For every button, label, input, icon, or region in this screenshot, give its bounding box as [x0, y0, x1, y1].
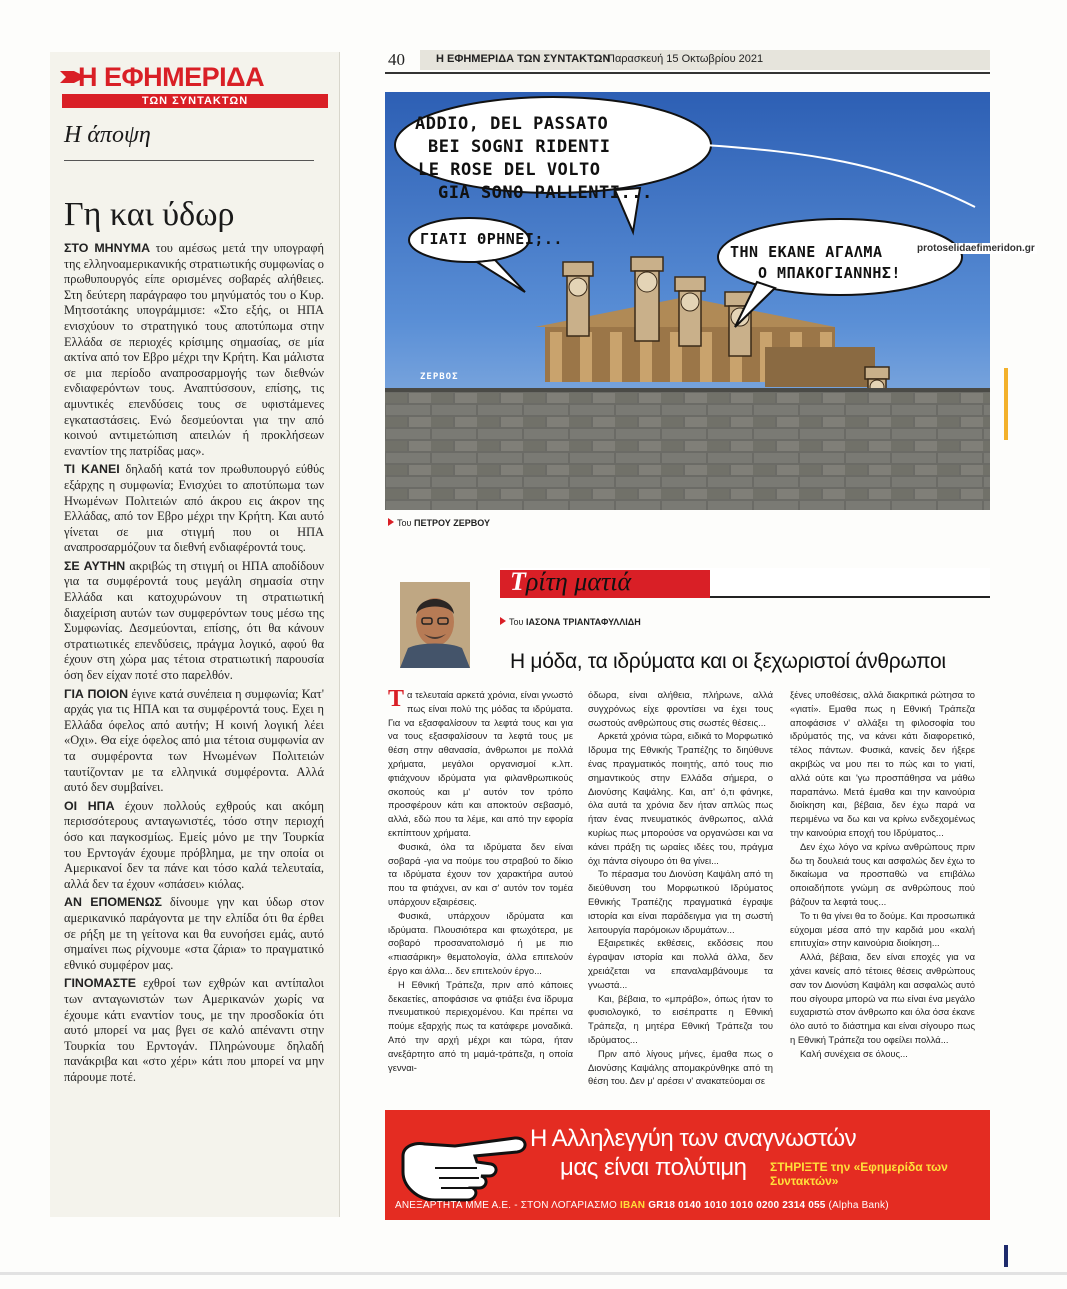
paragraph-text: α τελευταία αρκετά χρόνια, είναι γνωστό πως είναι πολύ της μόδας τα ιδρύματα. Για να εξασφαλίσουν τα λεφτά τους και για να τους εξασφαλίσουν τα λεφτά τους με θέση στην αθανασία, άνθρωποι με πολλά χρήματα, μεγάλοι οργανισμοί κ.λπ. φτιάχνουν ιδρύματα για φιλανθρωπικούς σκοπούς και μ' αυτόν τον τρόπο προσφέρουν κάτι και αποκτούν σεβασμό, αλλά, εδώ που τα λέμε, και από την εφορία εκπίπτουν χρήματα. — [388, 689, 573, 838]
header-date: Παρασκευή 15 Οκτωβρίου 2021 — [607, 53, 764, 65]
editorial-paragraph — [64, 799, 324, 893]
side-color-mark — [1004, 1245, 1008, 1267]
article-dropcap: Τ — [388, 686, 405, 712]
bubble-right-line: Ο ΜΠΑΚΟΓΙΑΝΝΗΣ! — [758, 264, 901, 282]
article-paragraph: Καλή συνέχεια σε όλους... — [800, 1047, 908, 1059]
article-title: Η μόδα, τα ιδρύματα και οι ξεχωριστοί άνθρωποι — [510, 650, 946, 673]
article-paragraph: Δεν έχω λόγο να κρίνω ανθρώπους πριν δω τη δουλειά τους και ασφαλώς δεν έχω το δικαίωμα να προσπαθώ να επιβάλω οποιαδήποτε γνώμη σε ανθρώπους πού βάζουν τα λεφτά τους... — [790, 840, 975, 907]
bubble-right-line: ΤΗΝ ΕΚΑΝΕ ΑΓΑΛΜΑ — [730, 243, 883, 261]
paragraph-text: ακριβώς τη στιγμή οι ΗΠΑ αποδίδουν για τα συμφέροντά τους μεγάλη σημασία στην Ελλάδα και κατοχυρώνουν τη στρατιωτική διαχείριση αυτών των συμφερόντων τους μέσω της Συμφωνίας. Δεσμεύονται, επίσης, ότι θα κάνουν στρατιωτικές επενδύσεις, πράγμα λογικό, αφού θα έχουν στη χώρα μας τέτοια στρατιωτική παρουσία όση δεν είχαν ποτέ στο παρελθόν. — [64, 558, 324, 683]
bubble-left-text: ΓΙΑΤΙ ΘΡΗΝΕΙ;.. — [420, 230, 563, 248]
editorial-paragraph — [64, 462, 324, 556]
paragraph-lead: ΑΝ ΕΠΟΜΕΝΩΣ — [64, 895, 162, 910]
article-column-3 — [790, 688, 975, 1061]
article-paragraph: Και, βέβαια, το «μπράβο», όπως ήταν το φυσιολογικό, το εισέπραττε η Εθνική Τράπεζα, η μητέρα Εθνική Τράπεζα του ιδρύματος... — [588, 992, 773, 1045]
bubble-top-line: BEI SOGNI RIDENTI — [428, 137, 611, 157]
editorial-paragraph — [64, 559, 324, 684]
masthead-subtitle: ΤΩΝ ΣΥΝΤΑΚΤΩΝ — [62, 94, 328, 108]
editorial-paragraph — [64, 241, 324, 459]
paragraph-text: δηλαδή κατά τον πρωθυπουργό εύθύς εξάρχης η συμφωνία; Ενισχύει το αποτύπωμα των Ηνωμένων Πολιτειών από άκρου εις άκρον της Ελλάδας, από τον Εβρο μέχρι την Κρήτη. Και αυτό γίνεται σε μια στιγμή που οι ΗΠΑ αναπροσαρμόζουν τα διεθνή ενδιαφέροντά τους. — [64, 462, 324, 555]
ad-iban-label: IBAN — [619, 1200, 646, 1211]
article-paragraph: ξένες υποθέσεις, αλλά διακριτικά ρώτησα το «γιατί». Εμαθα πως η Εθνική Τράπεζα αποφάσισε ν' αλλάξει τη φιλοσοφία του ιδρύματός της, να κάνει κάτι διαφορετικό, τέλος πάντων. Φυσικά, κανείς δεν ήξερε ακριβώς να μου πει το πώς και το γιατί, αλλά ούτε και 'γω προσπάθησα να μάθω παραπάνω. Μετά έμαθα και την καινούρια διοίκηση και, βέβαια, δεν έχω παρά να περιμένω να δω και να κρίνω ενδεχομένως την καινούρια εποχή του Ιδρύματος... — [790, 689, 975, 838]
author-prefix: Του — [509, 617, 524, 627]
ad-account-label: ΑΝΕΞΑΡΤΗΤΑ ΜΜΕ Α.Ε. - ΣΤΟΝ ΛΟΓΑΡΙΑΣΜΟ — [395, 1200, 617, 1211]
watermark-text: protoselidaefimeridon.gr — [917, 243, 1035, 254]
column-title-initial: Τ — [510, 567, 526, 596]
column-title-rest: ρίτη ματιά — [525, 567, 632, 596]
cartoon-signature: ΖΕΡΒΟΣ — [420, 372, 459, 382]
article-paragraph: Αρκετά χρόνια τώρα, ειδικά το Μορφωτικό Ιδρυμα της Εθνικής Τραπέζης το διηύθυνε ένας πραγματικός ποιητής, από τους πιο σημαντικούς στην Ελλάδα σήμερα, ο Διονύσης Καψάλης. Και, απ' ό,τι φάνηκε, όλα αυτά τα χρόνια δεν ήταν απλώς πως ήταν ένας πνευματικός άνθρωπος, αλλά κυρίως πως μπορούσε να οργανώσει και να κάνει πράξη τις ωραίες ιδέες του, πράγμα όχι πάντα σίγουρο ότι θα γίνει... — [588, 730, 773, 866]
masthead-title: Η ΕΦΗΜΕΡΙΔΑ — [78, 62, 265, 92]
editorial-body — [64, 241, 324, 1088]
paragraph-lead: ΤΙ ΚΑΝΕΙ — [64, 462, 120, 477]
bubble-top-line: ADDIO, DEL PASSATO — [415, 114, 609, 134]
cartoon-credit — [388, 518, 490, 528]
paragraph-text: έχουν πολλούς εχθρούς και ακόμη περισσότερους ανταγωνιστές, τόσο στην περιοχή όσο και παγκοσμίως. Εμείς μόνο με την Τουρκία του Ερντογάν έχουμε πρόβλημα, με την οποία οι Αμερικανοί δεν τα πάνε και τόσο καλά τελευταία, αλλά δεν τα έχουν «σπάσει» κιόλας. — [64, 798, 325, 891]
header-paper-name: Η ΕΦΗΜΕΡΙΔΑ ΤΩΝ ΣΥΝΤΑΚΤΩΝ — [436, 53, 611, 65]
article-paragraph: Πριν από λίγους μήνες, έμαθα πως ο Διονύσης Καψάλης απομακρύνθηκε από τη θέση του. Δεν μ' αρέσει ν' ανακατεύομαι σε — [588, 1047, 773, 1087]
article-paragraph: Φυσικά, όλα τα ιδρύματα δεν είναι σοβαρά -για να πούμε του στραβού το δίκιο τα ιδρύματα έχουν τον χαρακτήρα αυτού που τα φτιάχνει, αν και σ' αυτόν τον τομέα υπάρχουν εξαιρέσεις. — [388, 840, 573, 907]
paragraph-text: έγινε κατά συνέπεια η συμφωνία; Κατ' αρχάς για τις ΗΠΑ και τα συμφέροντά τους. Εχει η Ελλάδα όφελος από αυτήν; Η κοινή λογική λέει «Οχι». Θα είχε όφελος από μια τέτοια συμφωνία αν τα συμφέροντα των Ηνωμένων Πολιτειών ταυτίζονταν με τα ελληνικά συμφέροντα. Αλλά αυτό δεν συμβαίνει. — [64, 686, 324, 795]
article-paragraph: Φυσικά, υπάρχουν ιδρύματα και ιδρύματα. Πλουσιότερα και φτωχότερα, με σοβαρό προσανατολισμό ή με πιο «πιασάρικη» θεματολογία, άλλα επιτελούν έργο και άλλα... δεν επιτελούν έργο... — [388, 909, 573, 976]
header-rule — [385, 72, 990, 74]
section-label: Η άποψη — [64, 122, 151, 148]
editorial-paragraph — [64, 687, 324, 796]
paragraph-lead: ΟΙ ΗΠΑ — [64, 798, 115, 813]
credit-arrow-icon — [388, 518, 394, 526]
paragraph-lead: ΓΙΑ ΠΟΙΟΝ — [64, 686, 129, 701]
masthead — [60, 62, 330, 110]
article-paragraph — [388, 688, 573, 840]
article-paragraph: όδωρα, είναι αλήθεια, πλήρωνε, αλλά συγχρόνως είχε φροντίσει να έχει τους σωστούς ανθρώπους στις σωστές θέσεις... — [588, 689, 773, 728]
credit-name: ΠΕΤΡΟΥ ΖΕΡΒΟΥ — [413, 518, 490, 528]
side-color-mark — [1004, 368, 1008, 440]
ad-iban-number: GR18 0140 1010 1010 0200 2314 055 — [648, 1200, 826, 1211]
credit-prefix: Του — [397, 518, 412, 528]
article-column-1 — [388, 688, 573, 1074]
paragraph-text: του αμέσως μετά την υπογραφή της ελληνοαμερικανικής στρατιωτικής συμφωνίας ο πρωθυπουργός είπε ορισμένες σοβαρές αλήθειες. Στη δεύτερη παράγραφο του μηνύματός του ο Κυρ. Μητσοτάκης υπογράμμισε: «Στο εξής, οι ΗΠΑ ενισχύουν το στρατηγικό τους αποτύπωμα στην Ελλάδα σε περιοχές κρίσιμης σημασίας, σε μία ακτίνα από τον Εβρο μέχρι την Κρήτη. Και μάλιστα σε μια περίοδο αναπροσαρμογής των διεθνών ενδιαφερόντων τους. Αναπτύσσουν, επίσης, τις αμυντικές επενδύσεις τους σε υφιστάμενες εγκαταστάσεις. Ενώ δεσμεύονται για την από κοινού αντιμετώπιση απειλών ή προκλήσεων εναντίον της πατρίδας μας». — [64, 241, 324, 458]
article-paragraph: Το τι θα γίνει θα το δούμε. Και προσωπικά εύχομαι μέσα από την καρδιά μου «καλή επιτυχία» στην καινούρια διοίκηση... — [790, 909, 975, 949]
article-paragraph: Αλλά, βέβαια, δεν είναι εποχές για να χάνει κανείς από τέτοιες θέσεις ανθρώπους σαν τον Διονύση Καψάλη και ασφαλώς αυτό που σίγουρα μπορώ να πω είναι ένα μεγάλο ευχαριστώ στον άνθρωπο και όλα όσα έκανε όλο αυτό το διάστημα και είναι σίγουρο πως η Εθνική Τράπεζα του οφείλει πολλά... — [790, 951, 975, 1045]
article-paragraph: Η Εθνική Τράπεζα, πριν από κάποιες δεκαετίες, αποφάσισε να φτιάξει ένα ίδρυμα πνευματικού περιεχομένου. Και πρέπει να πούμε εξαρχής πως τα κατάφερε μοναδικά. Από την αρχή μέχρι και τώρα, ήταν ανεξάρτητο από τη μαμά-τράπεζα, η οποία γενναι- — [388, 978, 573, 1073]
editorial-paragraph — [64, 895, 324, 973]
column-author — [500, 617, 641, 627]
paragraph-lead: ΣΤΟ ΜΗΝΥΜΑ — [64, 241, 151, 255]
paragraph-lead: ΓΙΝΟΜΑΣΤΕ — [64, 976, 137, 991]
ad-bank-name: (Alpha Bank) — [828, 1200, 889, 1211]
pointing-hand-icon — [395, 1116, 535, 1206]
author-arrow-icon — [500, 617, 506, 625]
section-divider — [64, 160, 314, 161]
paragraph-text: δίνουμε γην και ύδωρ στον αμερικανικό παράγοντα με την ελπίδα ότι θα έρθει σε ρήξη με τη γείτονα και θα ευνοήσει εμάς, αυτό σημαίνει πως ρίχνουμε «στα ζάρια» το πραγματικό εθνικό συμφέρον μας. — [64, 895, 325, 972]
page-number: 40 — [388, 50, 405, 69]
ad-headline-line1: Η Αλληλεγγύη των αναγνωστών — [530, 1125, 857, 1152]
article-paragraph: Εξαιρετικές εκθέσεις, εκδόσεις που έγραψαν ιστορία και πολλά άλλα, δεν χρειάζεται να επαναλαμβάνουμε τα γνωστά... — [588, 937, 773, 990]
paragraph-lead: ΣΕ ΑΥΤΗΝ — [64, 558, 126, 573]
article-paragraph: Το πέρασμα του Διονύση Καψάλη από τη διεύθυνση του Μορφωτικού Ιδρύματος Εθνικής Τραπέζης πραγματικά έγραψε ιστορία και είναι παράδειγμα για τη σωστή λειτουργία παρόμοιων ιδρυμάτων... — [588, 868, 773, 935]
ad-iban-line — [395, 1200, 889, 1211]
paragraph-text: εχθροί των εχθρών και αντίπαλοι των ανταγωνιστών των Αμερικανών χωρίς να έχουμε κάτι εναντίον τους, με την προσδοκία ότι αυτό μπορεί να μας βγει σε καλό απέναντι στην Τουρκία του Ερντογάν. Πληρώνουμε δηλαδή πανάκριβα και «στο χέρι» κάτι που μπορεί να μην πάρουμε ποτέ. — [64, 976, 324, 1084]
bubble-top-line: LE ROSE DEL VOLTO — [418, 160, 601, 180]
page-bottom-line — [0, 1272, 1067, 1275]
article-column-2 — [588, 688, 773, 1088]
bubble-top-line: GIA SONO PALLENTI... — [438, 183, 653, 203]
editorial-paragraph — [64, 976, 324, 1085]
author-name: ΙΑΣΟΝΑ ΤΡΙΑΝΤΑΦΥΛΛΙΔΗ — [525, 617, 641, 627]
ad-support-text: ΣΤΗΡΙΞΤΕ την «Εφημερίδα των Συντακτών» — [770, 1160, 948, 1188]
author-photo — [400, 582, 470, 668]
column-title — [510, 567, 631, 597]
editorial-title: Γη και ύδωρ — [64, 196, 235, 233]
ad-headline-line2: μας είναι πολύτιμη — [560, 1154, 747, 1181]
